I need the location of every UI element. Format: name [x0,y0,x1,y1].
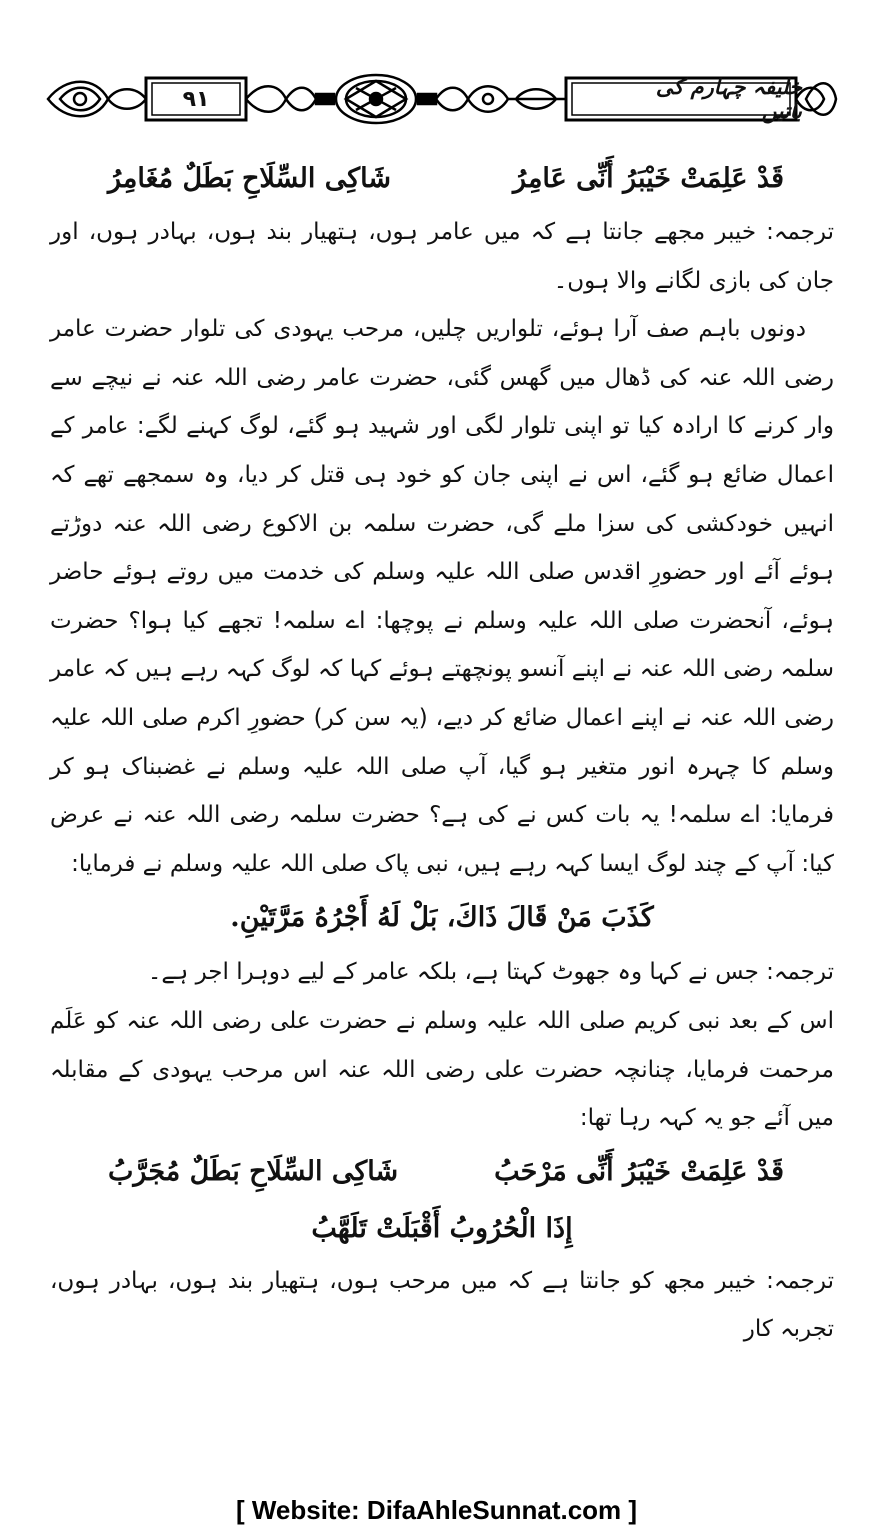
website-footer: [ Website: DifaAhleSunnat.com ] [235,1495,638,1525]
verse-marhab-line3: إِذَا الْحُرُوبُ أَقْبَلَتْ تَلَهَّبُ [311,1212,573,1244]
verse-hemistich: شَاكِی السِّلَاحِ بَطَلٌ مُجَرَّبُ [108,1155,399,1187]
verse-marhab [50,1143,834,1201]
verse-amir [50,150,834,208]
page-number: ۹۱ [182,86,210,112]
translation-amir: ترجمہ: خیبر مجھے جانتا ہے کہ میں عامر ہوں، ہتھیار بند ہوں، بہادر ہوں، اور جان کی بازی لگانے والا ہوں۔ [50,219,834,294]
translation-marhab: ترجمہ: خیبر مجھ کو جانتا ہے کہ میں مرحب ہوں، ہتھیار بند ہوں، بہادر ہوں، تجربہ کار [50,1267,834,1343]
verse-hemistich: قَدْ عَلِمَتْ خَيْبَرُ أَنِّی عَامِرُ [513,163,784,194]
paragraph-ali: اس کے بعد نبی کریم صلی اللہ علیہ وسلم نے حضرت علی رضی اللہ عنہ کو عَلَم مرحمت فرمایا، چنانچہ حضرت علی رضی اللہ عنہ اس مرحب یہودی کے مقابلہ میں آئے جو یہ کہہ رہا تھا: [50,1007,834,1132]
translation-hadith: ترجمہ: جس نے کہا وہ جھوٹ کہتا ہے، بلکہ عامر کے لیے دوہرا اجر ہے۔ [147,959,834,986]
verse-hemistich: قَدْ عَلِمَتْ خَيْبَرُ أَنِّی مَرْحَبُ [494,1155,784,1187]
hadith-arabic: كَذَبَ مَنْ قَالَ ذَاكَ، بَلْ لَهُ أَجْرُهُ مَرَّتَيْنِ. [230,902,654,934]
page-header [46,72,838,126]
page-body [50,150,834,1354]
paragraph-duel: دونوں باہم صف آرا ہوئے، تلواریں چلیں، مرحب یہودی کی تلوار حضرت عامر رضی اللہ عنہ کی ڈھال میں گھس گئی، حضرت عامر رضی اللہ عنہ نے نیچے سے وار کرنے کا ارادہ کیا تو اپنی تلوار لگی اور شہید ہو گئے، لوگ کہنے لگے: عامر کے اعمال ضائع ہو گئے، اس نے اپنی جان کو خود ہی قتل کر دیا، وہ سمجھے تھے کہ انہیں خودکشی کی سزا ملے گی، حضرت سلمہ بن الاکوع رضی اللہ عنہ دوڑتے ہوئے آئے اور حضورِ اقدس صلی اللہ علیہ وسلم کی خدمت میں روتے ہوئے حاضر ہوئے، آنحضرت صلی اللہ علیہ وسلم نے پوچھا: اے سلمہ! تجھے کیا ہوا؟ حضرت سلمہ رضی اللہ عنہ نے اپنے آنسو پونچھتے ہوئے کہا کہ لوگ کہہ رہے ہیں کہ عامر رضی اللہ عنہ نے اپنے اعمال ضائع کر دیے، (یہ سن کر) حضورِ اکرم صلی اللہ علیہ وسلم کا چہرہ انور متغیر ہو گیا، آپ صلی اللہ علیہ وسلم نے غضبناک ہو کر فرمایا: اے سلمہ! یہ بات کس نے کی ہے؟ حضرت سلمہ رضی اللہ عنہ نے عرض کیا: آپ کے چند لوگ ایسا کہہ رہے ہیں، نبی پاک صلی اللہ علیہ وسلم نے فرمایا: [50,316,834,877]
verse-hemistich: شَاكِی السِّلَاحِ بَطَلٌ مُغَامِرُ [108,163,391,194]
running-title: خلیفہ چہارم کی باتیں [655,75,802,123]
